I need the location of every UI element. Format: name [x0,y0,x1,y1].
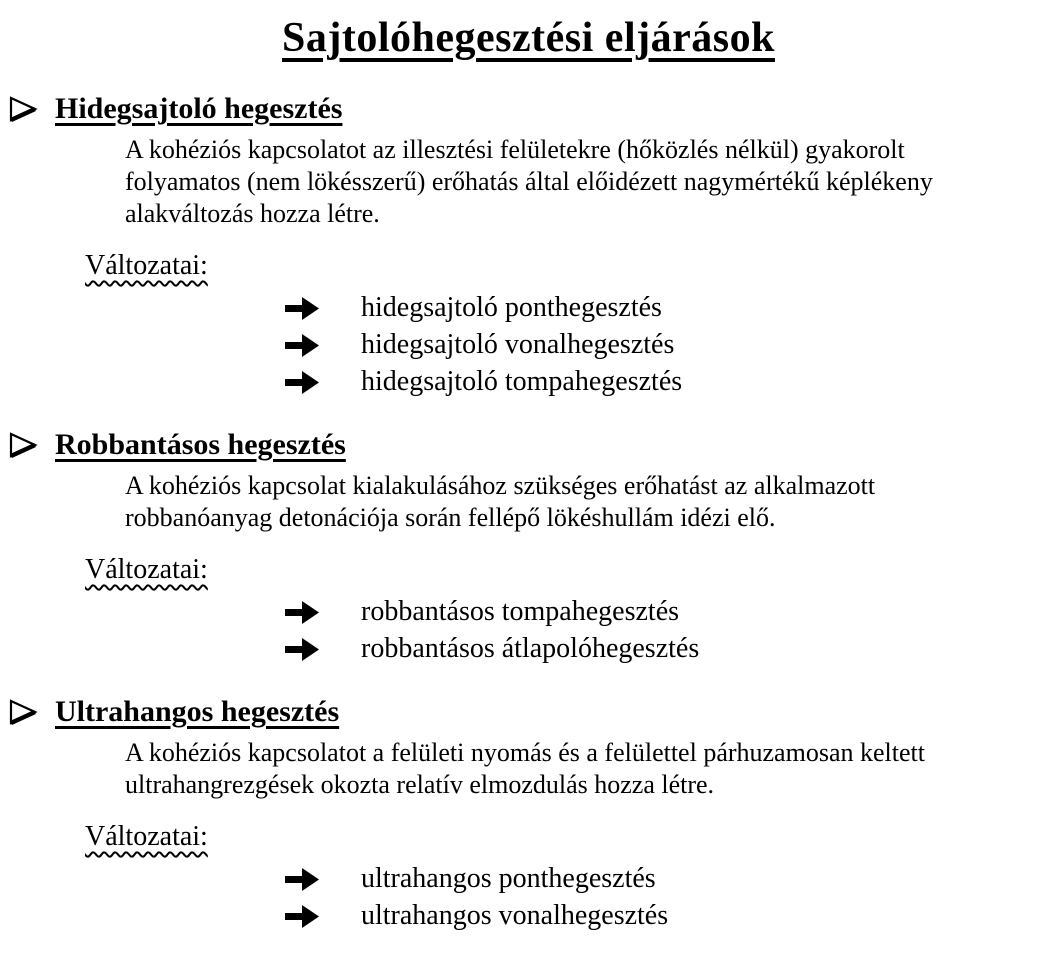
section-heading [0,92,1057,126]
heavy-right-arrow-icon [285,370,319,394]
variant-item [285,292,1057,324]
heavy-right-arrow-icon [285,867,319,891]
variants-list [285,596,1057,665]
variant-label: ultrahangos vonalhegesztés [361,900,669,931]
sections-container [0,92,1057,932]
variant-item [285,900,1057,932]
variant-item [285,633,1057,665]
variant-item [285,366,1057,398]
variant-label: hidegsajtoló vonalhegesztés [361,329,675,360]
section-description: A kohéziós kapcsolatot a felületi nyomás és a felülettel párhuzamosan keltett ultrahangrezgések okozta relatív elmozdulás hozza létre. [125,738,925,799]
section-description: A kohéziós kapcsolatot az illesztési felületekre (hőközlés nélkül) gyakorolt folyamatos (nem lökésszerű) erőhatás által előidézett nagymértékű képlékeny alakváltozás hozza létre. [125,135,933,228]
variant-label: hidegsajtoló ponthegesztés [361,292,662,323]
section-description: A kohéziós kapcsolat kialakulásához szükséges erőhatást az alkalmazott robbanóanyag detonációja során fellépő lökéshullám idézi elő. [125,471,876,532]
heavy-right-arrow-icon [285,600,319,624]
variants-label: Változatai: [85,821,208,852]
variant-label: robbantásos átlapolóhegesztés [361,633,700,664]
variant-item [285,329,1057,361]
variants-list [285,863,1057,932]
variant-label: ultrahangos ponthegesztés [361,863,656,894]
section-heading-text: Robbantásos hegesztés [55,428,346,461]
variants-label: Változatai: [85,250,208,281]
variant-label: robbantásos tompahegesztés [361,596,680,627]
section [0,92,1057,398]
arrowhead-bullet-icon [8,95,38,123]
section [0,695,1057,932]
heavy-right-arrow-icon [285,333,319,357]
section-heading [0,695,1057,729]
heavy-right-arrow-icon [285,904,319,928]
section-heading-text: Hidegsajtoló hegesztés [55,92,343,125]
title-container [0,14,1057,62]
heavy-right-arrow-icon [285,637,319,661]
variant-item [285,863,1057,895]
page-title: Sajtolóhegesztési eljárások [282,15,775,61]
arrowhead-bullet-icon [8,698,38,726]
arrowhead-bullet-icon [8,431,38,459]
section-heading [0,428,1057,462]
variant-item [285,596,1057,628]
section [0,428,1057,665]
section-heading-text: Ultrahangos hegesztés [55,695,340,728]
variants-label: Változatai: [85,554,208,585]
variant-label: hidegsajtoló tompahegesztés [361,366,683,397]
variants-list [285,292,1057,398]
heavy-right-arrow-icon [285,296,319,320]
